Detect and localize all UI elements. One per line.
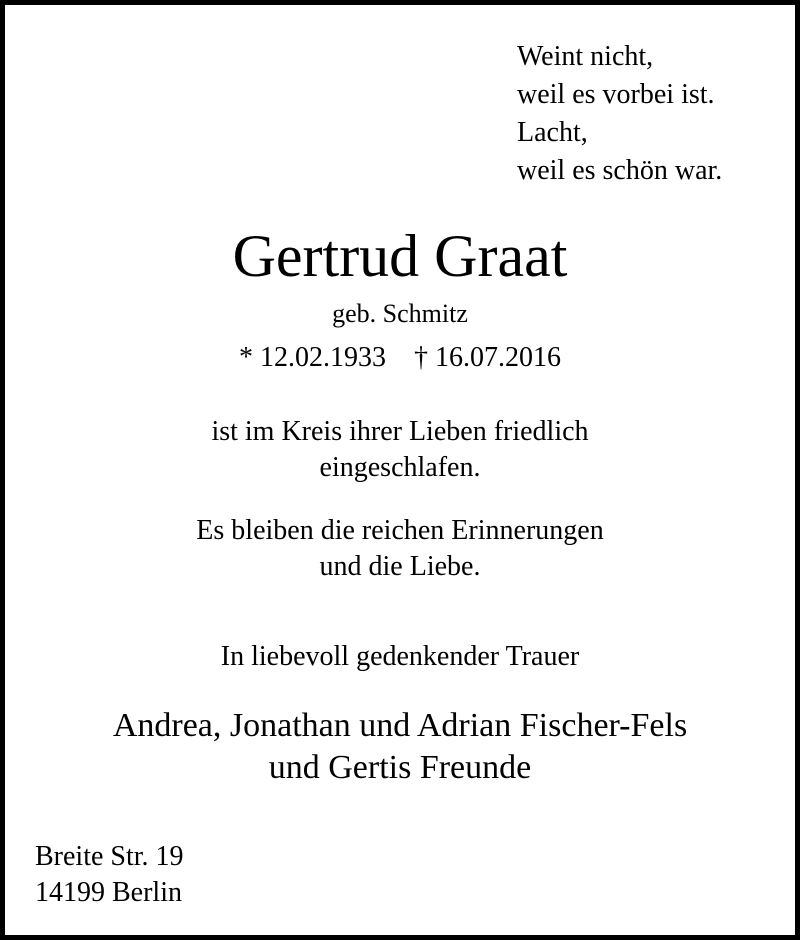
message-line: und die Liebe. [319,551,481,582]
birth-date: * 12.02.1933 [239,342,386,373]
address-block [35,839,184,911]
quote-line: Lacht, [517,117,588,148]
deceased-name: Gertrud Graat [232,223,568,289]
quote-line: Weint nicht, [517,41,654,72]
death-date: † 16.07.2016 [414,342,561,373]
message-line: ist im Kreis ihrer Lieben friedlich [211,416,589,447]
address-street: Breite Str. 19 [35,841,184,872]
message-line: Es bleiben die reichen Erinnerungen [196,515,604,546]
life-dates [5,340,795,376]
address-city: 14199 Berlin [35,877,182,908]
quote-block [517,38,722,190]
quote-line: weil es schön war. [517,155,723,186]
mourning-line: In liebevoll gedenkender Trauer [220,641,580,672]
message-line: eingeschlafen. [319,452,481,483]
message-paragraph-1 [5,414,795,486]
family-line: Andrea, Jonathan und Adrian Fischer-Fels [112,707,688,744]
maiden-name: geb. Schmitz [332,299,468,328]
quote-line: weil es vorbei ist. [517,79,715,110]
family-signature [5,705,795,789]
message-paragraph-2 [5,513,795,585]
family-line: und Gertis Freunde [268,749,532,786]
